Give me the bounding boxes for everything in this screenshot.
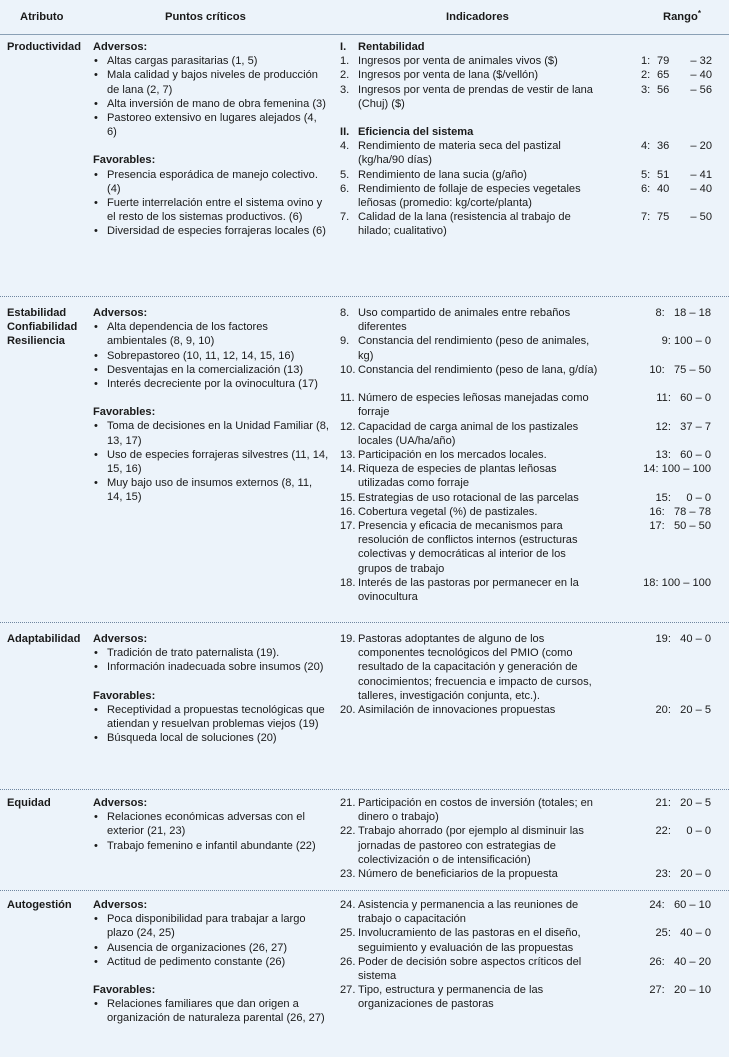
header-atributo: Atributo [20, 11, 64, 23]
indicator-text: Constancia del rendimiento (peso de lana, g/día) [358, 363, 598, 376]
indicator-row [340, 420, 602, 448]
favorables-list [93, 168, 329, 239]
range-row [600, 210, 724, 224]
range-value: 27: 20 – 10 [649, 984, 711, 997]
indicator-number: 26. [340, 955, 356, 968]
list-item: • Trabajo femenino e infantil abundante (22) [93, 839, 329, 853]
indicator-text: Poder de decisión sobre aspectos críticos del sistema [358, 955, 582, 982]
adversos-heading: Adversos: [93, 797, 148, 809]
header-rango-mark: * [697, 9, 701, 18]
indicator-row [340, 182, 602, 210]
indicator-row [340, 955, 602, 983]
indicadores-cell [340, 796, 602, 881]
range-id: 3: [641, 83, 651, 96]
indicator-number: 22. [340, 825, 356, 838]
adversos-heading: Adversos: [93, 41, 148, 53]
list-item: • Altas cargas parasitarias (1, 5) [93, 54, 329, 68]
indicator-number: 14. [340, 463, 356, 476]
section-divider [0, 296, 729, 297]
range-row [600, 54, 724, 68]
indicator-number: 1. [340, 55, 350, 68]
indicator-row [340, 306, 602, 334]
adversos-list [93, 646, 329, 674]
list-item: • Relaciones económicas adversas con el exterior (21, 23) [93, 810, 329, 838]
indicator-row [340, 68, 602, 82]
range-high: – 32 [690, 55, 712, 68]
rango-cell [600, 898, 724, 1012]
list-item: • Desventajas en la comercialización (13) [93, 363, 329, 377]
section-divider [0, 789, 729, 790]
indicator-row [340, 983, 602, 1011]
range-row [600, 462, 724, 490]
indicator-number: 21. [340, 797, 356, 809]
indicator-text: Tipo, estructura y permanencia de las organizaciones de pastoras [358, 984, 544, 1011]
section-divider [0, 890, 729, 891]
indicator-number: 5. [340, 168, 350, 181]
range-low: 56 [657, 83, 670, 96]
indicator-row [340, 632, 602, 703]
indicator-text: Ingresos por venta de prendas de vestir de lana (Chuj) ($) [358, 83, 593, 110]
range-high: – 56 [690, 83, 712, 96]
indicator-text: Involucramiento de las pastoras en el diseño, seguimiento y evaluación de las propuestas [358, 927, 581, 954]
rango-cell [600, 40, 724, 224]
list-item: • Pastoreo extensivo en lugares alejados (4, 6) [93, 111, 329, 139]
indicator-number: 3. [340, 83, 350, 96]
attr-cell [7, 898, 72, 912]
indicator-text: Asimilación de innovaciones propuestas [358, 704, 556, 716]
indicator-text: Participación en costos de inversión (totales; en dinero o trabajo) [358, 797, 593, 824]
range-row [600, 334, 724, 362]
range-row [600, 363, 724, 391]
indicator-group-title [340, 125, 602, 139]
range-low: 40 [657, 182, 670, 195]
header-indicadores: Indicadores [446, 11, 509, 23]
indicator-row [340, 491, 602, 505]
range-row [600, 824, 724, 867]
range-row [600, 955, 724, 983]
indicator-row [340, 898, 602, 926]
indicator-number: 15. [340, 491, 356, 504]
criticos-cell [93, 898, 329, 1026]
range-value: 9: 100 – 0 [661, 335, 711, 348]
range-row [600, 505, 724, 519]
attr-cell [7, 796, 51, 810]
indicator-text: Uso compartido de animales entre rebaños diferentes [358, 307, 571, 334]
attr-label: Estabilidad [7, 307, 67, 319]
range-high: – 20 [690, 140, 712, 153]
range-value: 8: 18 – 18 [655, 307, 711, 319]
range-low: 79 [657, 55, 670, 68]
range-value: 26: 40 – 20 [649, 955, 711, 968]
range-row [600, 898, 724, 926]
range-value: 11: 60 – 0 [656, 392, 711, 405]
group-number: I. [340, 41, 347, 53]
list-item: • Uso de especies forrajeras silvestres (11, 14, 15, 16) [93, 448, 329, 476]
range-high: – 40 [690, 69, 712, 82]
attr-label: Productividad [7, 41, 81, 53]
indicator-number: 19. [340, 633, 356, 645]
indicator-text: Trabajo ahorrado (por ejemplo al disminuir las jornadas de pastoreo con estrategias de colectivización o de intensificación) [358, 825, 584, 866]
attr-cell [7, 40, 81, 54]
range-id: 2: [641, 69, 651, 82]
header-rango [663, 10, 701, 25]
indicator-number: 16. [340, 505, 356, 518]
indicator-text: Riqueza de especies de plantas leñosas utilizadas como forraje [358, 463, 557, 490]
indicator-number: 2. [340, 69, 350, 82]
indicator-number: 12. [340, 420, 356, 433]
range-value: 21: 20 – 5 [655, 797, 711, 809]
indicadores-cell [340, 898, 602, 1012]
indicator-text: Número de beneficiarios de la propuesta [358, 867, 558, 880]
indicadores-cell [340, 632, 602, 717]
range-row [600, 168, 724, 182]
header-rango-label: Rango [663, 11, 698, 23]
range-row [600, 68, 724, 82]
range-row [600, 796, 724, 824]
adversos-heading: Adversos: [93, 899, 148, 911]
range-row [600, 306, 724, 334]
range-row [600, 448, 724, 462]
range-low: 75 [657, 211, 670, 224]
indicator-row [340, 210, 602, 238]
indicator-text: Presencia y eficacia de mecanismos para resolución de conflictos internos (estructuras colectivas y democráticas al interior de los grupos de trabajo [358, 519, 578, 575]
list-item: • Muy bajo uso de insumos externos (8, 11, 14, 15) [93, 476, 329, 504]
indicator-number: 13. [340, 448, 356, 461]
rango-cell [600, 306, 724, 604]
list-item: • Sobrepastoreo (10, 11, 12, 14, 15, 16) [93, 349, 329, 363]
indicator-text: Capacidad de carga animal de los pastizales locales (UA/ha/año) [358, 420, 579, 447]
indicadores-cell [340, 40, 602, 239]
attr-cell [7, 632, 80, 646]
indicator-number: 6. [340, 182, 350, 195]
range-value: 24: 60 – 10 [649, 899, 711, 911]
indicator-row [340, 824, 602, 867]
indicator-row [340, 83, 602, 111]
range-row [600, 420, 724, 448]
indicator-text: Interés de las pastoras por permanecer en la ovinocultura [358, 576, 579, 603]
range-value: 22: 0 – 0 [655, 825, 711, 838]
indicator-number: 8. [340, 307, 350, 319]
range-value: 14: 100 – 100 [643, 463, 711, 476]
indicator-row [340, 703, 602, 717]
list-item: • Presencia esporádica de manejo colectivo. (4) [93, 168, 329, 196]
indicator-text: Rendimiento de materia seca del pastizal (kg/ha/90 días) [358, 140, 561, 167]
range-row [600, 519, 724, 576]
range-value: 25: 40 – 0 [655, 927, 711, 940]
range-value: 10: 75 – 50 [649, 363, 711, 376]
range-low: 65 [657, 69, 670, 82]
list-item: • Fuerte interrelación entre el sistema ovino y el resto de los sistemas productivos. (6) [93, 196, 329, 224]
indicator-number: 18. [340, 576, 356, 589]
attr-label: Adaptabilidad [7, 633, 81, 645]
range-id: 6: [641, 182, 651, 195]
indicadores-cell [340, 306, 602, 604]
list-item: • Ausencia de organizaciones (26, 27) [93, 941, 329, 955]
list-item: • Información inadecuada sobre insumos (20) [93, 660, 329, 674]
favorables-heading: Favorables: [93, 689, 156, 702]
indicator-text: Cobertura vegetal (%) de pastizales. [358, 505, 538, 518]
adversos-heading: Adversos: [93, 633, 148, 645]
list-item: • Mala calidad y bajos niveles de producción de lana (2, 7) [93, 68, 329, 96]
indicator-row [340, 505, 602, 519]
adversos-heading: Adversos: [93, 307, 148, 319]
indicator-text: Calidad de la lana (resistencia al trabajo de hilado; cualitativo) [358, 211, 571, 238]
favorables-list [93, 419, 329, 504]
indicator-row [340, 926, 602, 954]
range-id: 4: [641, 140, 651, 153]
indicator-row [340, 139, 602, 167]
rango-cell [600, 796, 724, 881]
indicator-number: 17. [340, 519, 356, 532]
adversos-list [93, 54, 329, 139]
group-number: II. [340, 126, 350, 139]
range-row [600, 391, 724, 419]
list-item: • Relaciones familiares que dan origen a organización de naturaleza parental (26, 27) [93, 997, 329, 1025]
group-title: Rentabilidad [358, 41, 425, 53]
range-row [600, 983, 724, 1011]
indicator-number: 11. [340, 392, 355, 405]
indicator-number: 9. [340, 335, 350, 348]
indicator-text: Ingresos por venta de lana ($/vellón) [358, 69, 539, 82]
list-item: • Receptividad a propuestas tecnológicas que atiendan y resuelvan problemas viejos (19) [93, 703, 329, 731]
list-item: • Poca disponibilidad para trabajar a largo plazo (24, 25) [93, 912, 329, 940]
table-header [0, 0, 729, 35]
indicator-row [340, 54, 602, 68]
indicator-row [340, 391, 602, 419]
indicator-number: 7. [340, 211, 350, 224]
range-value: 13: 60 – 0 [655, 448, 711, 461]
range-row [600, 491, 724, 505]
indicator-row [340, 363, 602, 391]
range-row [600, 83, 724, 97]
range-id: 5: [641, 168, 651, 181]
criticos-cell [93, 306, 329, 505]
indicator-row [340, 576, 602, 604]
range-value: 15: 0 – 0 [655, 491, 711, 504]
range-high: – 40 [690, 182, 712, 195]
indicator-number: 23. [340, 867, 356, 880]
adversos-list [93, 912, 329, 969]
indicator-text: Constancia del rendimiento (peso de animales, kg) [358, 335, 590, 362]
indicator-number: 27. [340, 984, 356, 997]
indicator-row [340, 796, 602, 824]
indicator-row [340, 867, 602, 881]
range-value: 23: 20 – 0 [655, 867, 711, 880]
indicator-text: Rendimiento de follaje de especies vegetales leñosas (promedio: kg/corte/planta) [358, 182, 581, 210]
favorables-list [93, 703, 329, 746]
range-low: 51 [657, 168, 670, 181]
indicator-text: Asistencia y permanencia a las reuniones de trabajo o capacitación [358, 899, 579, 926]
range-low: 36 [657, 140, 670, 153]
attr-label: Confiabilidad [7, 321, 78, 334]
adversos-list [93, 810, 329, 853]
indicator-row [340, 334, 602, 362]
indicator-text: Participación en los mercados locales. [358, 448, 547, 461]
range-row [600, 182, 724, 196]
criticos-cell [93, 40, 329, 239]
indicator-number: 4. [340, 140, 350, 153]
header-puntos-criticos: Puntos críticos [165, 11, 246, 23]
range-high: – 50 [690, 211, 712, 224]
indicator-row [340, 168, 602, 182]
indicator-text: Rendimiento de lana sucia (g/año) [358, 168, 527, 181]
indicator-number: 20. [340, 704, 356, 716]
list-item: • Tradición de trato paternalista (19). [93, 646, 329, 660]
section-divider [0, 622, 729, 623]
indicator-text: Estrategias de uso rotacional de las parcelas [358, 491, 579, 504]
favorables-heading: Favorables: [93, 984, 156, 997]
indicator-row [340, 519, 602, 576]
attr-label: Equidad [7, 797, 51, 809]
list-item: • Alta dependencia de los factores ambientales (8, 9, 10) [93, 320, 329, 348]
range-value: 16: 78 – 78 [649, 505, 711, 518]
indicator-number: 10. [340, 363, 356, 376]
indicator-group-title [340, 40, 602, 54]
criticos-cell [93, 632, 329, 745]
range-value: 20: 20 – 5 [655, 704, 711, 716]
indicator-number: 25. [340, 927, 356, 940]
attr-label: Autogestión [7, 899, 72, 911]
range-row [600, 867, 724, 881]
indicator-number: 24. [340, 899, 356, 911]
rango-cell [600, 632, 724, 717]
range-row [600, 576, 724, 604]
list-item: • Toma de decisiones en la Unidad Familiar (8, 13, 17) [93, 419, 329, 447]
range-value: 18: 100 – 100 [643, 576, 711, 589]
indicator-text: Número de especies leñosas manejadas como forraje [358, 392, 589, 419]
adversos-list [93, 320, 329, 391]
list-item: • Interés decreciente por la ovinocultura (17) [93, 377, 329, 391]
range-value: 19: 40 – 0 [655, 633, 711, 645]
range-id: 7: [641, 211, 651, 224]
range-value: 12: 37 – 7 [655, 420, 711, 433]
list-item: • Búsqueda local de soluciones (20) [93, 731, 329, 745]
range-id: 1: [641, 55, 651, 68]
indicator-text: Ingresos por venta de animales vivos ($) [358, 55, 558, 68]
range-value: 17: 50 – 50 [649, 519, 711, 532]
criticos-cell [93, 796, 329, 853]
range-row [600, 139, 724, 153]
range-high: – 41 [690, 168, 712, 181]
favorables-list [93, 997, 329, 1025]
indicator-row [340, 448, 602, 462]
attr-label: Resiliencia [7, 335, 65, 348]
list-item: • Alta inversión de mano de obra femenina (3) [93, 97, 329, 111]
list-item: • Diversidad de especies forrajeras locales (6) [93, 224, 329, 238]
indicator-row [340, 462, 602, 490]
group-title: Eficiencia del sistema [358, 126, 474, 139]
range-row [600, 926, 724, 954]
indicator-text: Pastoras adoptantes de alguno de los componentes tecnológicos del PMIO (como resultado de la capacitación y generación de conocimientos; frecuencia e impacto de cursos, talleres, investigación conjunta, etc.). [358, 633, 592, 702]
favorables-heading: Favorables: [93, 154, 156, 167]
range-row [600, 703, 724, 717]
list-item: • Actitud de pedimento constante (26) [93, 955, 329, 969]
range-row [600, 632, 724, 703]
favorables-heading: Favorables: [93, 406, 156, 419]
attr-cell [7, 306, 77, 349]
